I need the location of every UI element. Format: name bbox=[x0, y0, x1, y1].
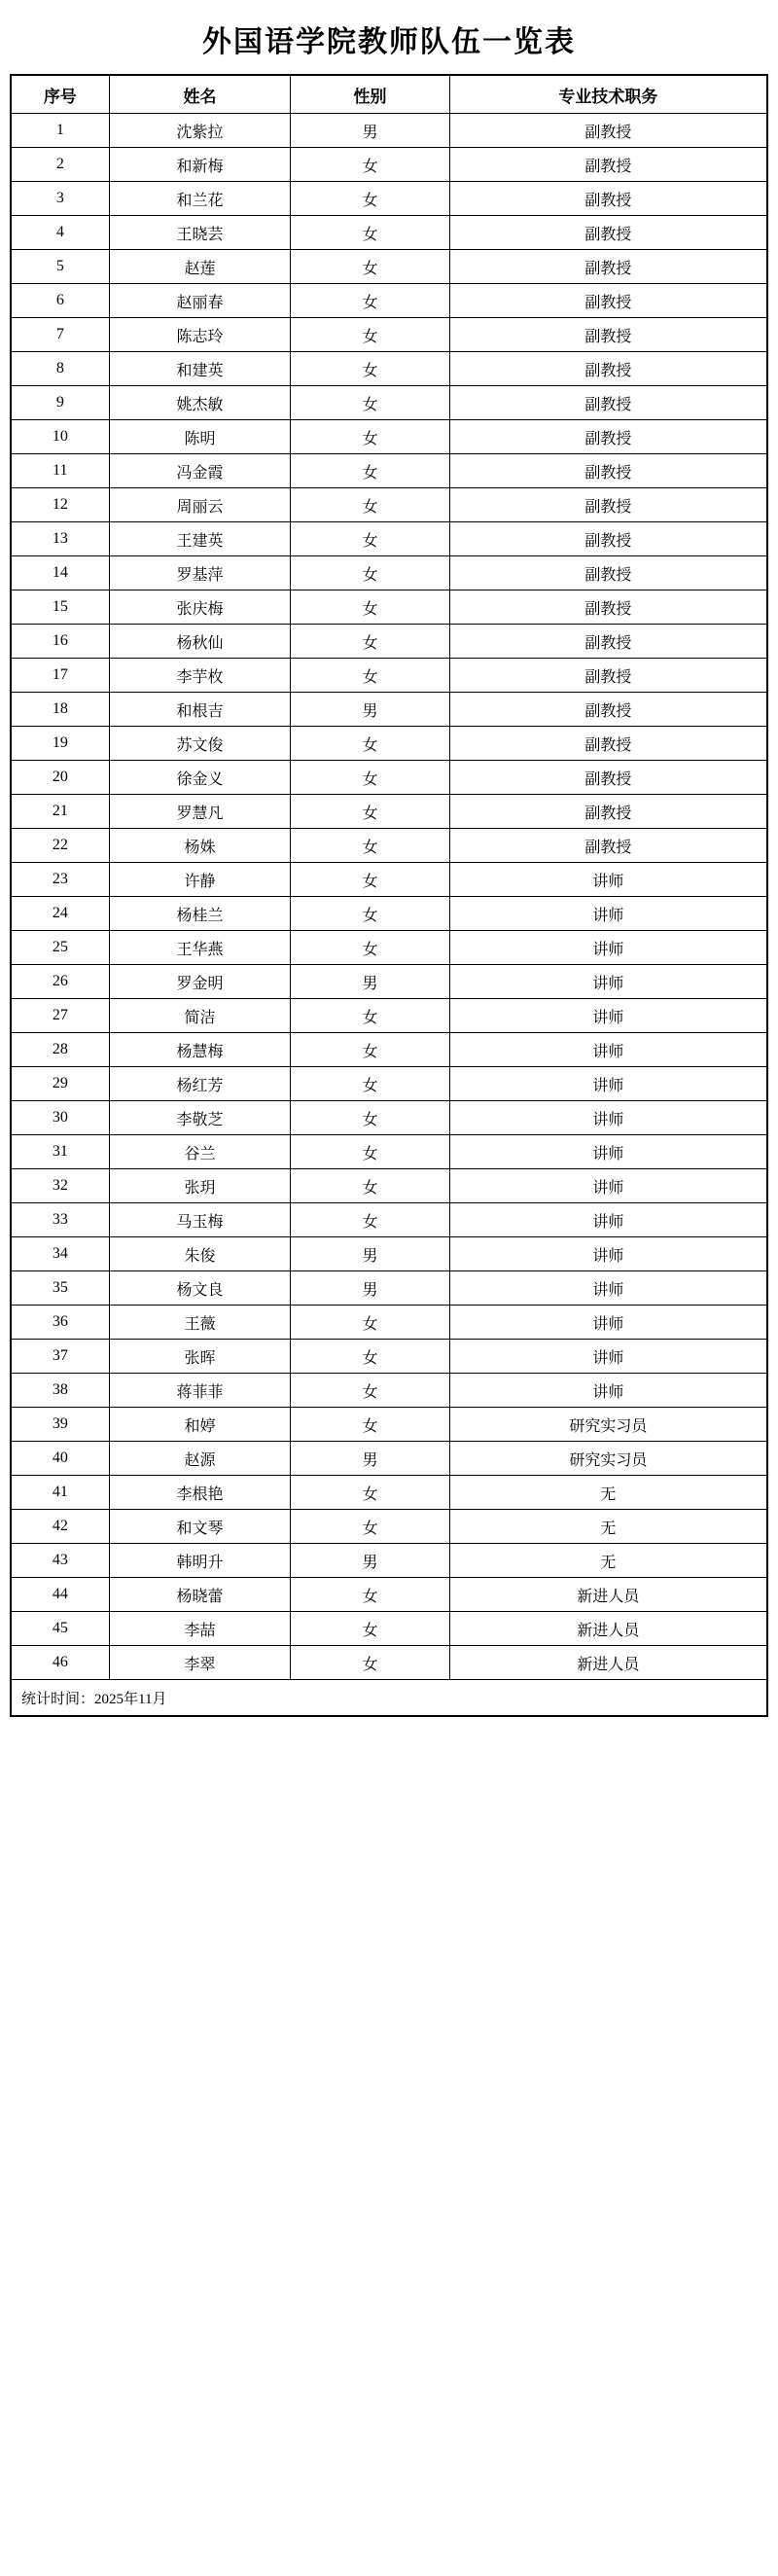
cell-title: 讲师 bbox=[449, 897, 767, 931]
cell-index: 22 bbox=[11, 829, 109, 863]
cell-name: 赵莲 bbox=[109, 250, 291, 284]
cell-gender: 男 bbox=[291, 1237, 449, 1271]
cell-gender: 女 bbox=[291, 284, 449, 318]
cell-index: 31 bbox=[11, 1135, 109, 1169]
cell-index: 8 bbox=[11, 352, 109, 386]
cell-index: 9 bbox=[11, 386, 109, 420]
table-header-row bbox=[11, 75, 767, 114]
table-row bbox=[11, 1578, 767, 1612]
cell-name: 蒋菲菲 bbox=[109, 1374, 291, 1408]
table-row bbox=[11, 250, 767, 284]
table-row bbox=[11, 148, 767, 182]
table-row bbox=[11, 1442, 767, 1476]
table-row bbox=[11, 352, 767, 386]
cell-name: 和新梅 bbox=[109, 148, 291, 182]
cell-index: 44 bbox=[11, 1578, 109, 1612]
cell-title: 无 bbox=[449, 1510, 767, 1544]
cell-title: 新进人员 bbox=[449, 1612, 767, 1646]
cell-index: 6 bbox=[11, 284, 109, 318]
cell-index: 40 bbox=[11, 1442, 109, 1476]
cell-name: 赵源 bbox=[109, 1442, 291, 1476]
table-row bbox=[11, 1101, 767, 1135]
table-row bbox=[11, 386, 767, 420]
cell-name: 冯金霞 bbox=[109, 454, 291, 488]
table-row bbox=[11, 488, 767, 522]
cell-title: 讲师 bbox=[449, 1033, 767, 1067]
cell-gender: 男 bbox=[291, 1442, 449, 1476]
cell-gender: 女 bbox=[291, 1340, 449, 1374]
cell-name: 李根艳 bbox=[109, 1476, 291, 1510]
cell-name: 杨姝 bbox=[109, 829, 291, 863]
cell-name: 张晖 bbox=[109, 1340, 291, 1374]
table-row bbox=[11, 1340, 767, 1374]
column-header-name: 姓名 bbox=[109, 75, 291, 114]
cell-title: 讲师 bbox=[449, 1374, 767, 1408]
cell-title: 副教授 bbox=[449, 318, 767, 352]
cell-gender: 女 bbox=[291, 1203, 449, 1237]
cell-index: 5 bbox=[11, 250, 109, 284]
cell-name: 王薇 bbox=[109, 1306, 291, 1340]
cell-index: 30 bbox=[11, 1101, 109, 1135]
table-row bbox=[11, 522, 767, 556]
cell-gender: 女 bbox=[291, 829, 449, 863]
cell-gender: 女 bbox=[291, 761, 449, 795]
cell-name: 和兰花 bbox=[109, 182, 291, 216]
cell-index: 33 bbox=[11, 1203, 109, 1237]
cell-name: 简洁 bbox=[109, 999, 291, 1033]
cell-title: 研究实习员 bbox=[449, 1408, 767, 1442]
cell-index: 45 bbox=[11, 1612, 109, 1646]
cell-index: 20 bbox=[11, 761, 109, 795]
table-row bbox=[11, 1374, 767, 1408]
cell-title: 讲师 bbox=[449, 1306, 767, 1340]
table-row bbox=[11, 1306, 767, 1340]
cell-name: 杨红芳 bbox=[109, 1067, 291, 1101]
cell-title: 讲师 bbox=[449, 1169, 767, 1203]
cell-gender: 女 bbox=[291, 1135, 449, 1169]
cell-gender: 女 bbox=[291, 1646, 449, 1680]
cell-index: 41 bbox=[11, 1476, 109, 1510]
cell-index: 24 bbox=[11, 897, 109, 931]
cell-gender: 女 bbox=[291, 1067, 449, 1101]
table-row bbox=[11, 829, 767, 863]
cell-gender: 女 bbox=[291, 1169, 449, 1203]
table-body bbox=[11, 114, 767, 1680]
cell-title: 副教授 bbox=[449, 829, 767, 863]
table-row bbox=[11, 1612, 767, 1646]
column-header-title: 专业技术职务 bbox=[449, 75, 767, 114]
page-title: 外国语学院教师队伍一览表 bbox=[202, 26, 576, 58]
cell-name: 陈明 bbox=[109, 420, 291, 454]
cell-name: 张庆梅 bbox=[109, 590, 291, 625]
cell-name: 陈志玲 bbox=[109, 318, 291, 352]
cell-name: 和根吉 bbox=[109, 693, 291, 727]
cell-index: 10 bbox=[11, 420, 109, 454]
cell-gender: 女 bbox=[291, 1374, 449, 1408]
table-row bbox=[11, 965, 767, 999]
cell-name: 杨桂兰 bbox=[109, 897, 291, 931]
cell-gender: 女 bbox=[291, 216, 449, 250]
cell-index: 19 bbox=[11, 727, 109, 761]
cell-name: 王建英 bbox=[109, 522, 291, 556]
cell-index: 7 bbox=[11, 318, 109, 352]
table-row bbox=[11, 863, 767, 897]
cell-title: 副教授 bbox=[449, 659, 767, 693]
table-row bbox=[11, 114, 767, 148]
cell-gender: 女 bbox=[291, 999, 449, 1033]
cell-gender: 女 bbox=[291, 148, 449, 182]
table-row bbox=[11, 1271, 767, 1306]
cell-title: 副教授 bbox=[449, 590, 767, 625]
cell-name: 张玥 bbox=[109, 1169, 291, 1203]
cell-gender: 女 bbox=[291, 897, 449, 931]
cell-index: 28 bbox=[11, 1033, 109, 1067]
cell-gender: 女 bbox=[291, 1612, 449, 1646]
table-header bbox=[11, 75, 767, 114]
cell-name: 朱俊 bbox=[109, 1237, 291, 1271]
cell-name: 和婷 bbox=[109, 1408, 291, 1442]
cell-name: 杨晓蕾 bbox=[109, 1578, 291, 1612]
cell-gender: 女 bbox=[291, 386, 449, 420]
table-row bbox=[11, 761, 767, 795]
cell-title: 讲师 bbox=[449, 863, 767, 897]
table-row bbox=[11, 420, 767, 454]
cell-name: 杨秋仙 bbox=[109, 625, 291, 659]
table-row bbox=[11, 1476, 767, 1510]
cell-index: 13 bbox=[11, 522, 109, 556]
cell-index: 18 bbox=[11, 693, 109, 727]
statistics-date-note: 统计时间：2025年11月 bbox=[11, 1680, 767, 1717]
cell-name: 杨慧梅 bbox=[109, 1033, 291, 1067]
cell-gender: 女 bbox=[291, 1408, 449, 1442]
cell-index: 4 bbox=[11, 216, 109, 250]
table-row bbox=[11, 556, 767, 590]
column-header-index: 序号 bbox=[11, 75, 109, 114]
cell-gender: 女 bbox=[291, 1476, 449, 1510]
table-footer-row bbox=[11, 1680, 767, 1717]
cell-title: 讲师 bbox=[449, 1340, 767, 1374]
table-row bbox=[11, 318, 767, 352]
cell-gender: 女 bbox=[291, 352, 449, 386]
cell-gender: 女 bbox=[291, 1306, 449, 1340]
cell-gender: 女 bbox=[291, 1033, 449, 1067]
cell-name: 杨文良 bbox=[109, 1271, 291, 1306]
cell-gender: 女 bbox=[291, 625, 449, 659]
cell-gender: 女 bbox=[291, 1578, 449, 1612]
cell-name: 李敬芝 bbox=[109, 1101, 291, 1135]
cell-title: 副教授 bbox=[449, 250, 767, 284]
table-row bbox=[11, 795, 767, 829]
cell-gender: 女 bbox=[291, 659, 449, 693]
cell-gender: 男 bbox=[291, 114, 449, 148]
cell-name: 姚杰敏 bbox=[109, 386, 291, 420]
cell-index: 17 bbox=[11, 659, 109, 693]
cell-title: 副教授 bbox=[449, 114, 767, 148]
cell-name: 罗基萍 bbox=[109, 556, 291, 590]
cell-gender: 男 bbox=[291, 1271, 449, 1306]
cell-name: 罗慧凡 bbox=[109, 795, 291, 829]
cell-index: 15 bbox=[11, 590, 109, 625]
cell-index: 11 bbox=[11, 454, 109, 488]
table-row bbox=[11, 1646, 767, 1680]
table-row bbox=[11, 1203, 767, 1237]
cell-index: 23 bbox=[11, 863, 109, 897]
cell-title: 讲师 bbox=[449, 1067, 767, 1101]
cell-gender: 女 bbox=[291, 488, 449, 522]
cell-index: 36 bbox=[11, 1306, 109, 1340]
cell-title: 副教授 bbox=[449, 488, 767, 522]
cell-index: 34 bbox=[11, 1237, 109, 1271]
cell-name: 徐金义 bbox=[109, 761, 291, 795]
cell-index: 12 bbox=[11, 488, 109, 522]
cell-name: 王晓芸 bbox=[109, 216, 291, 250]
cell-gender: 女 bbox=[291, 931, 449, 965]
table-row bbox=[11, 931, 767, 965]
cell-title: 副教授 bbox=[449, 625, 767, 659]
cell-title: 讲师 bbox=[449, 999, 767, 1033]
table-row bbox=[11, 284, 767, 318]
table-row bbox=[11, 1033, 767, 1067]
cell-index: 29 bbox=[11, 1067, 109, 1101]
cell-title: 讲师 bbox=[449, 931, 767, 965]
cell-index: 38 bbox=[11, 1374, 109, 1408]
cell-index: 14 bbox=[11, 556, 109, 590]
cell-title: 讲师 bbox=[449, 965, 767, 999]
table-row bbox=[11, 454, 767, 488]
teacher-roster-table bbox=[10, 74, 768, 1717]
cell-title: 新进人员 bbox=[449, 1646, 767, 1680]
cell-name: 韩明升 bbox=[109, 1544, 291, 1578]
cell-title: 讲师 bbox=[449, 1271, 767, 1306]
cell-index: 43 bbox=[11, 1544, 109, 1578]
table-row bbox=[11, 1135, 767, 1169]
cell-gender: 女 bbox=[291, 182, 449, 216]
cell-gender: 女 bbox=[291, 590, 449, 625]
cell-title: 副教授 bbox=[449, 522, 767, 556]
cell-title: 副教授 bbox=[449, 182, 767, 216]
cell-title: 副教授 bbox=[449, 352, 767, 386]
table-row bbox=[11, 625, 767, 659]
cell-index: 25 bbox=[11, 931, 109, 965]
cell-title: 副教授 bbox=[449, 454, 767, 488]
cell-title: 副教授 bbox=[449, 693, 767, 727]
cell-title: 副教授 bbox=[449, 216, 767, 250]
cell-index: 32 bbox=[11, 1169, 109, 1203]
cell-index: 35 bbox=[11, 1271, 109, 1306]
cell-gender: 男 bbox=[291, 965, 449, 999]
table-footer bbox=[11, 1680, 767, 1717]
table-row bbox=[11, 216, 767, 250]
cell-title: 讲师 bbox=[449, 1101, 767, 1135]
cell-gender: 女 bbox=[291, 556, 449, 590]
cell-gender: 女 bbox=[291, 863, 449, 897]
cell-title: 副教授 bbox=[449, 386, 767, 420]
cell-gender: 女 bbox=[291, 1510, 449, 1544]
cell-name: 赵丽春 bbox=[109, 284, 291, 318]
column-header-gender: 性别 bbox=[291, 75, 449, 114]
cell-title: 研究实习员 bbox=[449, 1442, 767, 1476]
cell-gender: 女 bbox=[291, 318, 449, 352]
table-row bbox=[11, 182, 767, 216]
cell-name: 苏文俊 bbox=[109, 727, 291, 761]
cell-title: 副教授 bbox=[449, 761, 767, 795]
table-row bbox=[11, 1408, 767, 1442]
cell-title: 副教授 bbox=[449, 420, 767, 454]
table-row bbox=[11, 1510, 767, 1544]
cell-name: 马玉梅 bbox=[109, 1203, 291, 1237]
cell-name: 罗金明 bbox=[109, 965, 291, 999]
table-row bbox=[11, 693, 767, 727]
cell-gender: 女 bbox=[291, 454, 449, 488]
cell-gender: 男 bbox=[291, 693, 449, 727]
cell-index: 1 bbox=[11, 114, 109, 148]
cell-gender: 女 bbox=[291, 522, 449, 556]
cell-index: 46 bbox=[11, 1646, 109, 1680]
cell-index: 2 bbox=[11, 148, 109, 182]
cell-title: 副教授 bbox=[449, 727, 767, 761]
cell-name: 李喆 bbox=[109, 1612, 291, 1646]
cell-name: 李芋枚 bbox=[109, 659, 291, 693]
cell-title: 无 bbox=[449, 1544, 767, 1578]
table-row bbox=[11, 1067, 767, 1101]
cell-index: 39 bbox=[11, 1408, 109, 1442]
cell-name: 和文琴 bbox=[109, 1510, 291, 1544]
cell-title: 副教授 bbox=[449, 795, 767, 829]
cell-name: 和建英 bbox=[109, 352, 291, 386]
cell-index: 3 bbox=[11, 182, 109, 216]
cell-title: 讲师 bbox=[449, 1237, 767, 1271]
cell-name: 许静 bbox=[109, 863, 291, 897]
cell-title: 副教授 bbox=[449, 284, 767, 318]
cell-name: 周丽云 bbox=[109, 488, 291, 522]
cell-index: 16 bbox=[11, 625, 109, 659]
table-row bbox=[11, 1169, 767, 1203]
cell-index: 26 bbox=[11, 965, 109, 999]
cell-gender: 男 bbox=[291, 1544, 449, 1578]
cell-name: 王华燕 bbox=[109, 931, 291, 965]
table-row bbox=[11, 999, 767, 1033]
table-row bbox=[11, 590, 767, 625]
table-row bbox=[11, 727, 767, 761]
cell-title: 讲师 bbox=[449, 1203, 767, 1237]
table-row bbox=[11, 1544, 767, 1578]
cell-index: 27 bbox=[11, 999, 109, 1033]
cell-title: 无 bbox=[449, 1476, 767, 1510]
cell-name: 李翠 bbox=[109, 1646, 291, 1680]
cell-gender: 女 bbox=[291, 1101, 449, 1135]
table-row bbox=[11, 1237, 767, 1271]
cell-title: 副教授 bbox=[449, 556, 767, 590]
cell-gender: 女 bbox=[291, 727, 449, 761]
table-row bbox=[11, 897, 767, 931]
cell-title: 副教授 bbox=[449, 148, 767, 182]
table-row bbox=[11, 659, 767, 693]
cell-index: 42 bbox=[11, 1510, 109, 1544]
cell-title: 讲师 bbox=[449, 1135, 767, 1169]
cell-index: 21 bbox=[11, 795, 109, 829]
cell-name: 谷兰 bbox=[109, 1135, 291, 1169]
cell-title: 新进人员 bbox=[449, 1578, 767, 1612]
cell-index: 37 bbox=[11, 1340, 109, 1374]
cell-gender: 女 bbox=[291, 420, 449, 454]
cell-gender: 女 bbox=[291, 795, 449, 829]
cell-name: 沈紫拉 bbox=[109, 114, 291, 148]
cell-gender: 女 bbox=[291, 250, 449, 284]
